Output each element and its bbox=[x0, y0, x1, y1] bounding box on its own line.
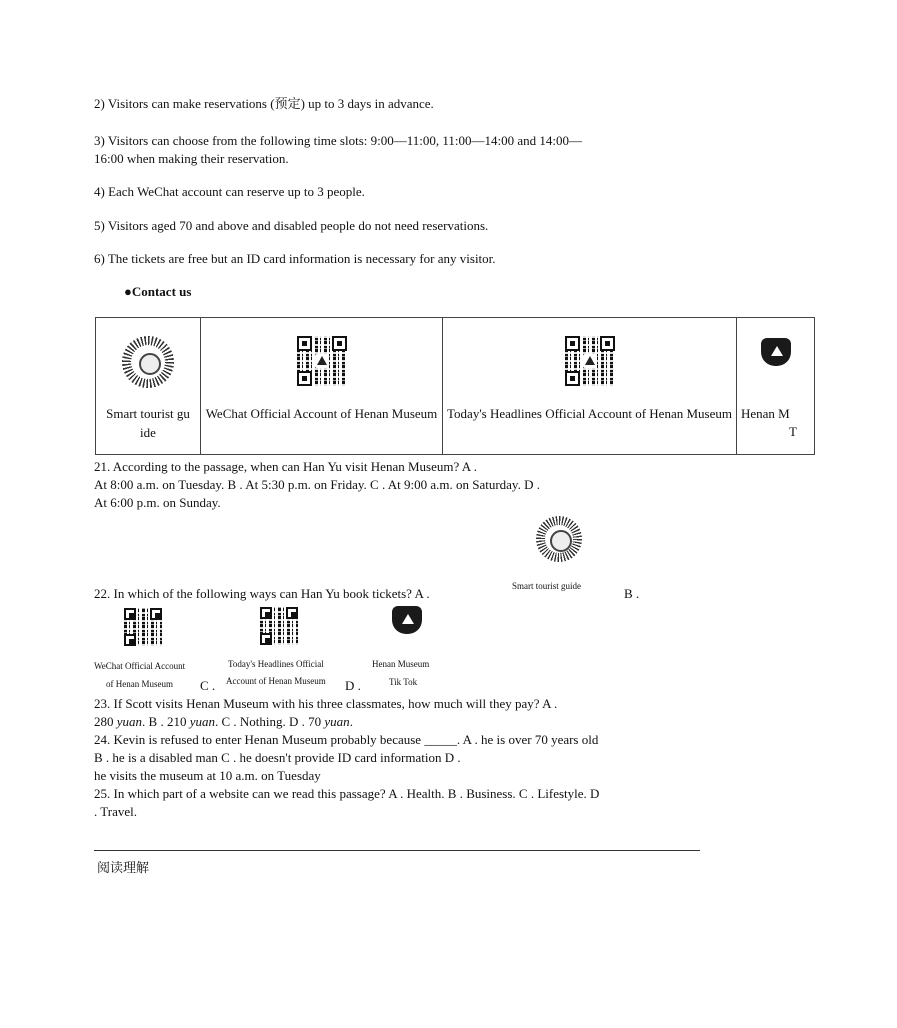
rule-2: 2) Visitors can make reservations (预定) up to 3 days in advance. bbox=[94, 96, 434, 111]
q22-option-c-image bbox=[260, 607, 298, 645]
rule-6: 6) The tickets are free but an ID card information is necessary for any visitor. bbox=[94, 251, 496, 266]
q25-line1: 25. In which part of a website can we read this passage? A . Health. B . Business. C . Lifestyle. D bbox=[94, 786, 600, 801]
q23-line1: 23. If Scott visits Henan Museum with his three classmates, how much will they pay? A . bbox=[94, 696, 558, 711]
mini-program-code-icon bbox=[122, 336, 174, 388]
q25-line2: . Travel. bbox=[94, 804, 137, 819]
q22-option-c-caption-1: Today's Headlines Official bbox=[228, 659, 324, 669]
rule-5: 5) Visitors aged 70 and above and disabled people do not need reservations. bbox=[94, 218, 489, 233]
contact-cell-tiktok bbox=[737, 318, 897, 454]
q22-option-b-caption-2: of Henan Museum bbox=[106, 679, 173, 689]
contact-cell-label: Today's Headlines Official Account of Henan Museum bbox=[447, 406, 732, 421]
q23-unit: yuan bbox=[113, 714, 143, 729]
section-label: 阅读理解 bbox=[97, 861, 150, 876]
q22-b-letter: B . bbox=[624, 586, 640, 601]
section-divider bbox=[94, 850, 700, 851]
q22-option-b-image bbox=[124, 608, 162, 646]
q24-line3: he visits the museum at 10 a.m. on Tuesday bbox=[94, 768, 321, 783]
q24-line1: 24. Kevin is refused to enter Henan Museum probably because _____. A . he is over 70 years old bbox=[94, 732, 599, 747]
q23-end: . bbox=[349, 714, 353, 729]
q23-unit: yuan bbox=[321, 714, 350, 729]
rule-3: 3) Visitors can choose from the following time slots: 9:00—11:00, 11:00—14:00 and 14:00— bbox=[94, 133, 583, 148]
q21-line2: At 8:00 a.m. on Tuesday. B . At 5:30 p.m. on Friday. C . At 9:00 a.m. on Saturday. D . bbox=[94, 477, 540, 492]
contact-cell-label: Smart tourist gu ide bbox=[106, 406, 190, 440]
tiktok-logo-icon bbox=[384, 604, 426, 644]
contact-table bbox=[95, 317, 815, 455]
contact-cell-headlines bbox=[443, 318, 737, 454]
q21-line1: 21. According to the passage, when can Han Yu visit Henan Museum? A . bbox=[94, 459, 477, 474]
contact-cell-label: Henan M bbox=[741, 406, 790, 421]
q22-c-letter: C . bbox=[200, 678, 216, 693]
qr-code-icon bbox=[124, 608, 162, 646]
q23-unit: yuan bbox=[186, 714, 215, 729]
qr-code-icon bbox=[297, 336, 347, 386]
q24-line2: B . he is a disabled man C . he doesn't provide ID card information D . bbox=[94, 750, 461, 765]
q21-line3: At 6:00 p.m. on Sunday. bbox=[94, 495, 221, 510]
q23-line2 bbox=[94, 713, 353, 731]
q23-c-d: . C . Nothing. D . 70 bbox=[214, 714, 322, 729]
tiktok-logo-icon bbox=[753, 336, 801, 376]
contact-heading: ●Contact us bbox=[124, 284, 192, 299]
q22-option-d-caption-2: Tik Tok bbox=[389, 677, 418, 687]
q22-option-d-caption-1: Henan Museum bbox=[372, 659, 430, 669]
qr-code-icon bbox=[260, 607, 298, 645]
qr-code-icon bbox=[565, 336, 615, 386]
q22-text: 22. In which of the following ways can Han Yu book tickets? A . bbox=[94, 586, 430, 601]
contact-cell-label: WeChat Official Account of Henan Museum bbox=[205, 406, 438, 421]
q23-a-amount: 280 bbox=[94, 714, 114, 729]
contact-cell-smart-guide bbox=[96, 318, 201, 454]
q22-option-a-caption: Smart tourist guide bbox=[512, 581, 581, 591]
q22-option-c-caption-2: Account of Henan Museum bbox=[226, 676, 326, 686]
q22-d-letter: D . bbox=[345, 678, 361, 693]
rule-4: 4) Each WeChat account can reserve up to 3 people. bbox=[94, 184, 365, 199]
contact-cell-label-line2: T bbox=[789, 424, 797, 439]
rule-3-cont: 16:00 when making their reservation. bbox=[94, 151, 289, 166]
mini-program-code-icon bbox=[536, 516, 582, 562]
q23-b: . B . 210 bbox=[142, 714, 187, 729]
q22-option-b-caption-1: WeChat Official Account bbox=[94, 661, 186, 671]
q22-option-d-image bbox=[384, 604, 426, 644]
q22-option-a-image bbox=[536, 516, 582, 562]
contact-cell-wechat bbox=[201, 318, 443, 454]
